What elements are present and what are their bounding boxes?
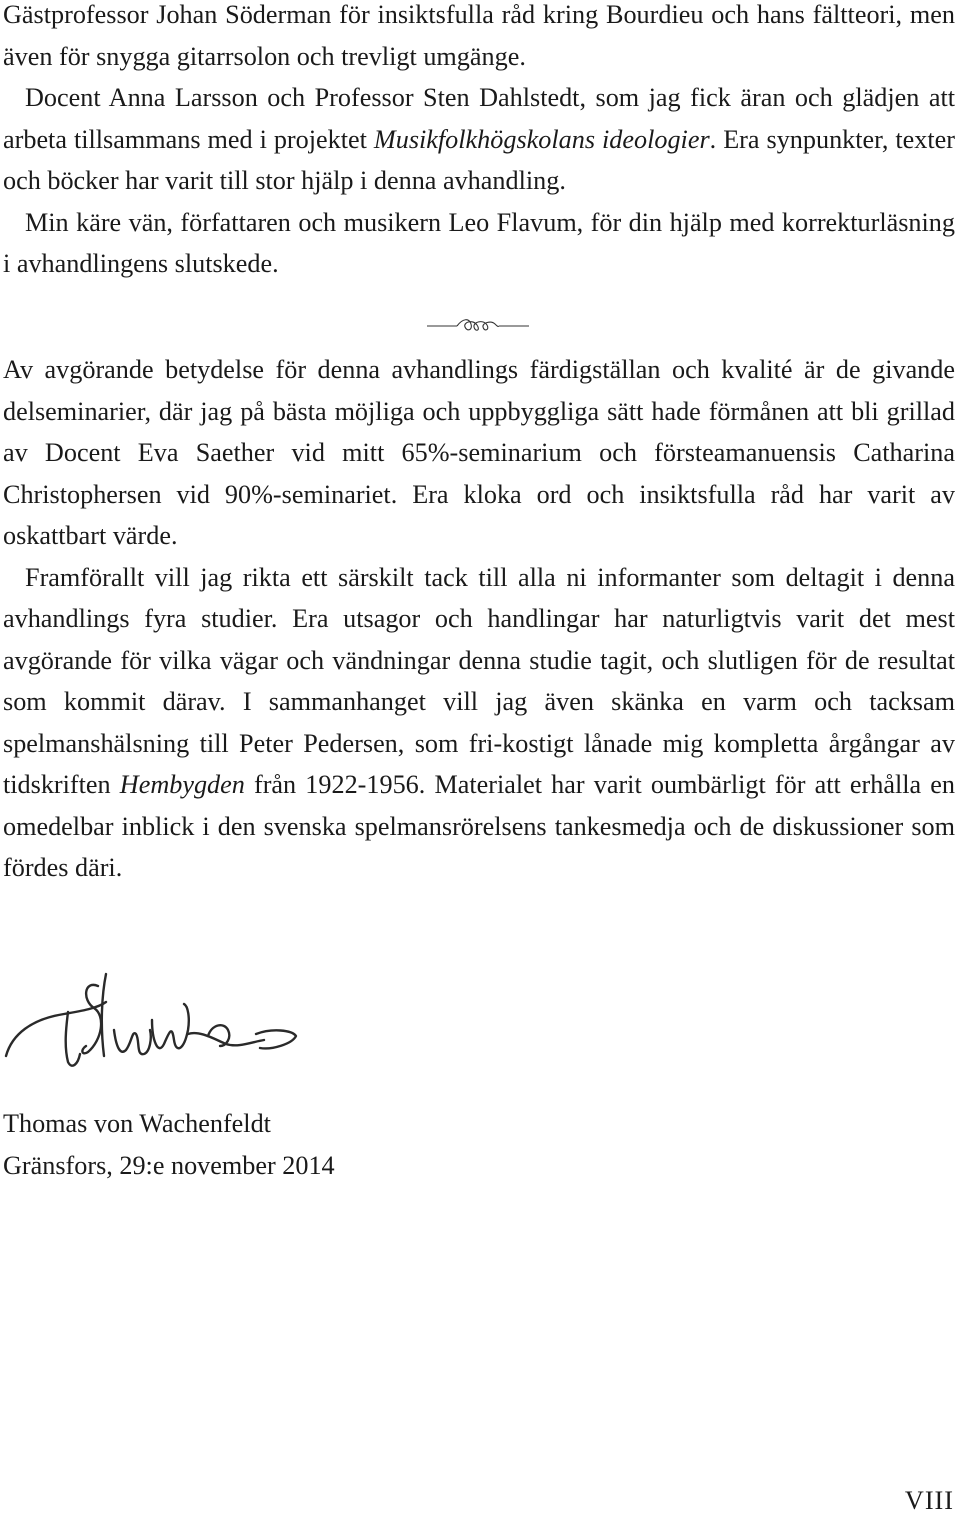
body-text-segment: Docent Anna Larsson och Professor Sten Dahlstedt, som jag fick äran och glädjen att arbeta tillsammans med i projektet [3,83,955,154]
italic-title-text: Hembygden [119,770,245,799]
italic-title-text: Musikfolkhögskolans ideologier [373,124,710,154]
body-text-segment: Av avgörande betydelse för denna avhandlings färdigställan och kvalité är de givande delseminarier, där jag på bästa möjliga och uppbyggliga sätt hade förmånen att bli grillad av Docent Eva Saether vid mitt 65%-seminarium och försteamanuensis Catharina Christophersen vid 90%-seminariet. Era kloka ord och insiktsfulla råd har varit av oskattbart värde. [3,355,955,550]
ornament-divider-icon [427,316,529,336]
acknowledgement-paragraph-2 [3,349,955,889]
body-text-segment: från 1922-1956. Materialet har varit oumbärligt för att erhålla en omedelbar inblick i den svenska spelmansrörelsens tankesmedja och de diskussioner som fördes däri. [3,770,955,882]
body-text-segment: Min käre vän, författaren och musikern Leo Flavum, för din hjälp med korrekturläsning i avhandlingens slutskede. [3,207,955,278]
body-text-segment: Framförallt vill jag rikta ett särskilt tack till alla ni informanter som deltagit i denna avhandlings fyra studier. Era utsagor och handlingar har naturligtvis varit det mest avgörande för vilka vägar och vändningar denna studie tagit, och slutligen för de resultat som kommit därav. I sammanhanget vill jag även skänka en varm och tacksam spelmanshälsning till Peter Pedersen, som fri-kostigt lånade mig kompletta årgångar av tidskriften [3,562,955,799]
signature-icon [2,964,302,1074]
signature-name: Thomas von Wachenfeldt [3,1109,271,1138]
body-text-segment: Gästprofessor Johan Söderman för insiktsfulla råd kring Bourdieu och hans fältteori, men även för snygga gitarrsolon och trevligt umgänge. [3,0,955,71]
body-text-segment: . Era synpunkter, texter och böcker har varit till stor hjälp i denna avhandling. [3,124,955,195]
acknowledgement-paragraph-1 [3,0,955,285]
page-number: VIII [904,1486,954,1515]
signature-place-date: Gränsfors, 29:e november 2014 [3,1151,335,1180]
